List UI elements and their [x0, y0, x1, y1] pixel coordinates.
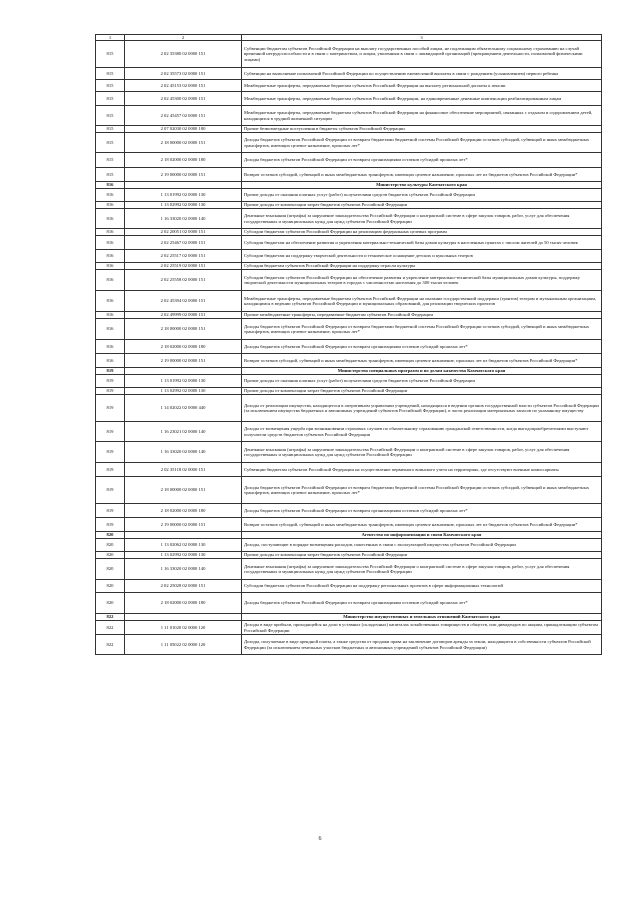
admin-code-cell: 816 — [96, 182, 125, 189]
table-row — [96, 552, 602, 559]
admin-code-cell: 822 — [96, 635, 125, 655]
revenue-code-cell: 1 16 33020 02 0000 140 — [125, 442, 242, 463]
admin-code-cell: 819 — [96, 375, 125, 388]
table-row — [96, 340, 602, 354]
table-row — [96, 126, 602, 133]
description-cell: Субсидии бюджетам на поддержку творческой деятельности и техническое оснащение детских и кукольных театров — [242, 250, 602, 263]
description-cell: Прочие доходы от оказания платных услуг (работ) получателями средств бюджетов субъектов Российской Федерации — [242, 189, 602, 202]
table-row — [96, 189, 602, 202]
description-cell: Доходы бюджетов субъектов Российской Федерации от возврата организациями остатков субсидий прошлых лет* — [242, 504, 602, 518]
table-row — [96, 559, 602, 580]
description-cell: Субвенции на выполнение полномочий Российской Федерации по осуществлению ежемесячной выплаты в связи с рождением (усыновлением) первого ребенка — [242, 68, 602, 80]
revenue-code-cell: 2 02 20051 02 0000 151 — [125, 229, 242, 236]
revenue-code-cell: 2 18 02000 02 0000 180 — [125, 153, 242, 168]
description-cell: Денежные взыскания (штрафы) за нарушение законодательства Российской Федерации о контрактной системе в сфере закупок товаров, работ, услуг для обеспечения государственных и муниципальных нужд для нужд субъектов Российской Федерации — [242, 209, 602, 229]
admin-code-cell: 819 — [96, 395, 125, 422]
table-row — [96, 229, 602, 236]
revenue-code-cell: 2 18 00000 02 0000 151 — [125, 477, 242, 504]
table-row — [96, 593, 602, 614]
admin-code-cell: 816 — [96, 202, 125, 209]
table-row — [96, 388, 602, 395]
admin-code-cell: 819 — [96, 477, 125, 504]
revenue-code-cell: 2 02 25028 02 0000 151 — [125, 580, 242, 593]
admin-code-cell: 819 — [96, 463, 125, 477]
description-cell: Межбюджетные трансферты, передаваемые бюджетам субъектов Российской Федерации на финансовое обеспечение мероприятий, связанных с отдыхом и оздоровлением детей, находящихся в трудной жизненной ситуации — [242, 106, 602, 126]
description-cell: Денежные взыскания (штрафы) за нарушение законодательства Российской Федерации о контрактной системе в сфере закупок товаров, работ, услуг для обеспечения государственных и муниципальных нужд для нужд субъектов Российской Федерации — [242, 442, 602, 463]
table-row — [96, 41, 602, 68]
revenue-code-cell: 1 13 02992 02 0000 130 — [125, 202, 242, 209]
revenue-code-cell: 1 11 01020 02 0000 120 — [125, 621, 242, 635]
description-cell: Субсидии бюджетам субъектов Российской Федерации на обеспечение развития и укрепление материально-технической базы муниципальных домов культуры, поддержку творческой деятельности муниципальных театров в городах с численностью населения до 300 тысяч человек — [242, 270, 602, 291]
table-row — [96, 504, 602, 518]
revenue-code-cell: 2 02 49999 02 0000 151 — [125, 312, 242, 319]
revenue-code-cell: 2 02 45457 02 0000 151 — [125, 106, 242, 126]
table-row — [96, 354, 602, 368]
table-row — [96, 209, 602, 229]
table-row — [96, 236, 602, 250]
revenue-code-cell: 2 18 02000 02 0000 180 — [125, 504, 242, 518]
admin-code-cell: 816 — [96, 354, 125, 368]
table-row — [96, 80, 602, 92]
header-col-3: 3 — [242, 35, 602, 41]
revenue-code-cell: 1 11 05022 02 0000 120 — [125, 635, 242, 655]
description-cell: Доходы бюджетов субъектов Российской Федерации от возврата организациями остатков субсидий прошлых лет* — [242, 340, 602, 354]
revenue-code-cell: 2 07 02030 02 0000 180 — [125, 126, 242, 133]
revenue-code-cell: 1 13 02992 02 0000 130 — [125, 388, 242, 395]
table-row — [96, 319, 602, 340]
table-row — [96, 621, 602, 635]
table-row — [96, 463, 602, 477]
admin-code-cell: 816 — [96, 236, 125, 250]
description-cell: Доходы бюджетов субъектов Российской Федерации от возврата бюджетами бюджетной системы Российской Федерации остатков субсидий, субвенций и иных межбюджетных трансфертов, имеющих целевое назначение, прошлых лет* — [242, 477, 602, 504]
table-row — [96, 92, 602, 106]
revenue-code-cell: 2 18 00000 02 0000 151 — [125, 319, 242, 340]
admin-code-cell: 820 — [96, 559, 125, 580]
revenue-code-cell — [125, 182, 242, 189]
admin-code-cell: 820 — [96, 539, 125, 552]
department-row — [96, 532, 602, 539]
description-cell: Доходы бюджетов субъектов Российской Федерации от возврата организациями остатков субсидий прошлых лет* — [242, 593, 602, 614]
description-cell: Министерство специальных программ и по делам казачества Камчатского края — [242, 368, 602, 375]
admin-code-cell: 820 — [96, 532, 125, 539]
admin-code-cell: 815 — [96, 80, 125, 92]
revenue-code-cell: 2 02 25467 02 0000 151 — [125, 236, 242, 250]
description-cell: Прочие доходы от компенсации затрат бюджетов субъектов Российской Федерации — [242, 202, 602, 209]
revenue-codes-table-wrapper — [95, 34, 602, 655]
table-row — [96, 312, 602, 319]
revenue-code-cell: 2 02 25558 02 0000 151 — [125, 270, 242, 291]
page-number: 6 — [318, 836, 322, 842]
description-cell: Доходы бюджетов субъектов Российской Федерации от возврата бюджетами бюджетной системы Российской Федерации остатков субсидий, субвенций и иных межбюджетных трансфертов, имеющих целевое назначение, прошлых лет* — [242, 319, 602, 340]
table-row — [96, 263, 602, 270]
admin-code-cell: 815 — [96, 41, 125, 68]
description-cell: Межбюджетные трансферты, передаваемые бюджетам субъектов Российской Федерации на оказание государственной поддержки (грантов) театрам и музыкальным организациям, находящимся в ведении субъектов Российской Федерации и муниципальных образований, для реализации творческих проектов — [242, 291, 602, 312]
revenue-code-cell: 2 02 25517 02 0000 151 — [125, 250, 242, 263]
description-cell: Министерство культуры Камчатского края — [242, 182, 602, 189]
revenue-code-cell: 1 16 23021 02 0000 140 — [125, 422, 242, 442]
revenue-code-cell: 2 18 00000 02 0000 151 — [125, 133, 242, 153]
description-cell: Возврат остатков субсидий, субвенций и иных межбюджетных трансфертов, имеющих целевое назначение, прошлых лет из бюджетов субъектов Российской Федерации* — [242, 168, 602, 182]
admin-code-cell: 819 — [96, 504, 125, 518]
revenue-codes-table — [95, 34, 602, 655]
revenue-code-cell: 1 16 33020 02 0000 140 — [125, 559, 242, 580]
description-cell: Доходы, поступающие в порядке возмещения расходов, понесенных в связи с эксплуатацией имущества субъектов Российской Федерации — [242, 539, 602, 552]
table-body — [96, 35, 602, 655]
description-cell: Прочие доходы от оказания платных услуг (работ) получателями средств бюджетов субъектов Российской Федерации — [242, 375, 602, 388]
revenue-code-cell: 2 18 02000 02 0000 180 — [125, 340, 242, 354]
admin-code-cell: 816 — [96, 263, 125, 270]
revenue-code-cell — [125, 368, 242, 375]
description-cell: Прочие доходы от компенсации затрат бюджетов субъектов Российской Федерации — [242, 552, 602, 559]
header-col-1: 1 — [96, 35, 125, 41]
description-cell: Межбюджетные трансферты, передаваемые бюджетам субъектов Российской Федерации, на единовременные денежные компенсации реабилитированным лицам — [242, 92, 602, 106]
table-row — [96, 250, 602, 263]
revenue-code-cell: 1 14 02022 02 0000 440 — [125, 395, 242, 422]
description-cell: Субсидии бюджетам на обеспечение развития и укрепления материально-технической базы домов культуры в населенных пунктах с числом жителей до 50 тысяч человек — [242, 236, 602, 250]
description-cell: Возврат остатков субсидий, субвенций и иных межбюджетных трансфертов, имеющих целевое назначение, прошлых лет из бюджетов субъектов Российской Федерации* — [242, 354, 602, 368]
description-cell: Прочие доходы от компенсации затрат бюджетов субъектов Российской Федерации — [242, 388, 602, 395]
description-cell: Субвенции бюджетам субъектов Российской Федерации на осуществление первичного воинского учета на территориях, где отсутствуют военные комиссариаты — [242, 463, 602, 477]
admin-code-cell: 816 — [96, 312, 125, 319]
table-row — [96, 375, 602, 388]
department-row — [96, 368, 602, 375]
table-row — [96, 153, 602, 168]
table-row — [96, 422, 602, 442]
description-cell: Субвенции бюджетам субъектов Российской Федерации на выплату государственных пособий лицам, не подлежащим обязательному социальному страхованию на случай временной нетрудоспособности и в связи с материнством, и лицам, уволенным в связи с ликвидацией организаций (прекращением деятельности, полномочий физическими лицами) — [242, 41, 602, 68]
revenue-code-cell: 2 02 35118 02 0000 151 — [125, 463, 242, 477]
revenue-code-cell: 2 02 45394 02 0000 151 — [125, 291, 242, 312]
revenue-code-cell: 2 19 00000 02 0000 151 — [125, 168, 242, 182]
admin-code-cell: 816 — [96, 340, 125, 354]
admin-code-cell: 815 — [96, 92, 125, 106]
revenue-code-cell: 2 02 45300 02 0000 151 — [125, 92, 242, 106]
admin-code-cell: 820 — [96, 552, 125, 559]
description-cell: Доходы от реализации имущества, находящегося в оперативном управлении учреждений, находящихся в ведении органов государственной власти субъектов Российской Федерации (за исключением имущества бюджетных и автономных учреждений субъектов Российской Федерации), в части реализации материальных запасов по указанному имуществу — [242, 395, 602, 422]
revenue-code-cell: 1 13 01992 02 0000 130 — [125, 375, 242, 388]
table-row — [96, 291, 602, 312]
revenue-code-cell: 2 02 45153 02 0000 151 — [125, 80, 242, 92]
revenue-code-cell: 2 02 35380 02 0000 151 — [125, 41, 242, 68]
table-row — [96, 580, 602, 593]
description-cell: Министерство имущественных и земельных отношений Камчатского края — [242, 614, 602, 621]
revenue-code-cell: 1 13 02062 02 0000 130 — [125, 539, 242, 552]
revenue-code-cell — [125, 614, 242, 621]
table-row — [96, 133, 602, 153]
description-cell: Доходы в виде прибыли, приходящейся на доли в уставных (складочных) капиталах хозяйственных товариществ и обществ, или дивидендов по акциям, принадлежащим субъектам Российской Федерации — [242, 621, 602, 635]
table-row — [96, 395, 602, 422]
table-row — [96, 68, 602, 80]
admin-code-cell: 820 — [96, 593, 125, 614]
table-row — [96, 270, 602, 291]
description-cell: Доходы от возмещения ущерба при возникновении страховых случаев по обязательному страхованию гражданской ответственности, когда выгодоприобретателями выступают получатели средств бюджетов субъектов Российской Федерации — [242, 422, 602, 442]
table-row — [96, 635, 602, 655]
admin-code-cell: 816 — [96, 270, 125, 291]
revenue-code-cell: 1 16 33020 02 0000 140 — [125, 209, 242, 229]
admin-code-cell: 822 — [96, 621, 125, 635]
admin-code-cell: 819 — [96, 422, 125, 442]
description-cell: Субсидии бюджетам субъектов Российской Федерации на поддержку региональных проектов в сфере информационных технологий — [242, 580, 602, 593]
admin-code-cell: 819 — [96, 388, 125, 395]
revenue-code-cell: 1 13 01992 02 0000 130 — [125, 189, 242, 202]
description-cell: Доходы, получаемые в виде арендной платы, а также средства от продажи права на заключение договоров аренды за земли, находящиеся в собственности субъектов Российской Федерации (за исключением земельных участков бюджетных и автономных учреждений субъектов Российской Федерации) — [242, 635, 602, 655]
admin-code-cell: 815 — [96, 153, 125, 168]
header-col-2: 2 — [125, 35, 242, 41]
table-row — [96, 518, 602, 532]
admin-code-cell: 816 — [96, 291, 125, 312]
description-cell: Агентство по информатизации и связи Камчатского края — [242, 532, 602, 539]
description-cell: Доходы бюджетов субъектов Российской Федерации от возврата бюджетами бюджетной системы Российской Федерации остатков субсидий, субвенций и иных межбюджетных трансфертов, имеющих целевое назначение, прошлых лет* — [242, 133, 602, 153]
admin-code-cell: 819 — [96, 442, 125, 463]
admin-code-cell: 816 — [96, 250, 125, 263]
admin-code-cell: 815 — [96, 168, 125, 182]
admin-code-cell: 815 — [96, 126, 125, 133]
description-cell: Межбюджетные трансферты, передаваемые бюджетам субъектов Российской Федерации на выплату региональной доплаты к пенсии — [242, 80, 602, 92]
description-cell: Денежные взыскания (штрафы) за нарушение законодательства Российской Федерации о контрактной системе в сфере закупок товаров, работ, услуг для обеспечения государственных и муниципальных нужд для нужд субъектов Российской Федерации — [242, 559, 602, 580]
table-row — [96, 477, 602, 504]
admin-code-cell: 819 — [96, 368, 125, 375]
description-cell: Доходы бюджетов субъектов Российской Федерации от возврата организациями остатков субсидий прошлых лет* — [242, 153, 602, 168]
table-row — [96, 168, 602, 182]
admin-code-cell: 820 — [96, 580, 125, 593]
table-row — [96, 442, 602, 463]
admin-code-cell: 816 — [96, 209, 125, 229]
admin-code-cell: 816 — [96, 189, 125, 202]
revenue-code-cell: 1 13 02992 02 0000 130 — [125, 552, 242, 559]
department-row — [96, 614, 602, 621]
revenue-code-cell: 2 18 02000 02 0000 180 — [125, 593, 242, 614]
revenue-code-cell: 2 02 25519 02 0000 151 — [125, 263, 242, 270]
revenue-code-cell: 2 19 00000 02 0000 151 — [125, 518, 242, 532]
admin-code-cell: 815 — [96, 106, 125, 126]
description-cell: Субсидии бюджетам субъектов Российской Федерации на реализацию федеральных целевых программ — [242, 229, 602, 236]
description-cell: Прочие межбюджетные трансферты, передаваемые бюджетам субъектов Российской Федерации — [242, 312, 602, 319]
admin-code-cell: 816 — [96, 229, 125, 236]
description-cell: Прочие безвозмездные поступления в бюджеты субъектов Российской Федерации — [242, 126, 602, 133]
description-cell: Субсидия бюджетам субъектов Российской Федерации на поддержку отрасли культуры — [242, 263, 602, 270]
description-cell: Возврат остатков субсидий, субвенций и иных межбюджетных трансфертов, имеющих целевое назначение, прошлых лет из бюджетов субъектов Российской Федерации* — [242, 518, 602, 532]
department-row — [96, 182, 602, 189]
revenue-code-cell — [125, 532, 242, 539]
admin-code-cell: 822 — [96, 614, 125, 621]
revenue-code-cell: 2 19 00000 02 0000 151 — [125, 354, 242, 368]
admin-code-cell: 815 — [96, 68, 125, 80]
admin-code-cell: 819 — [96, 518, 125, 532]
table-row — [96, 539, 602, 552]
revenue-code-cell: 2 02 35573 02 0000 151 — [125, 68, 242, 80]
admin-code-cell: 816 — [96, 319, 125, 340]
admin-code-cell: 815 — [96, 133, 125, 153]
table-row — [96, 106, 602, 126]
table-row — [96, 202, 602, 209]
